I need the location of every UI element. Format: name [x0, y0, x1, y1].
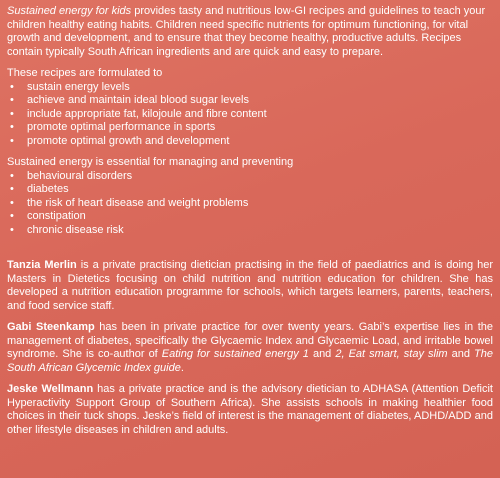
intro-paragraph: [7, 5, 493, 59]
list-item: • achieve and maintain ideal blood sugar levels: [10, 94, 249, 106]
bio-gabi-steenkamp: Gabi Steenkamp has been in private practice for over twenty years. Gabi’s expertise lies in the management of diabetes, specifically the Glycaemic Index and Glycaemic Load, and irritable bowel syndrome. She is co-author of Eating for sustained energy 1 and 2, Eat smart, stay slim and The South African Glycemic Index guide.: [7, 321, 493, 374]
bullet-icon: •: [10, 196, 14, 209]
recipes-lead: These recipes are formulated to: [7, 67, 163, 79]
intro-text: provides tasty and nutritious low-GI recipes and guidelines to teach your children healthy eating habits. Children need specific nutrients for optimum functioning, for vital growth and development, and to ensure that they become healthy, productive adults. Recipes contain typically South African ingredients and are quick and easy to prepare.: [7, 5, 486, 58]
author-bios: [7, 259, 493, 437]
bullet-icon: •: [10, 210, 14, 222]
book-title: 2, Eat smart, stay slim: [335, 348, 448, 360]
list-item: • chronic disease risk: [10, 223, 124, 236]
bullet-icon: •: [10, 169, 14, 182]
recipes-list: [7, 81, 493, 149]
bullet-icon: •: [10, 183, 14, 195]
author-name: Tanzia Merlin: [7, 259, 77, 271]
book-title: The South African Glycemic Index guide: [7, 348, 493, 374]
author-name: Gabi Steenkamp: [7, 321, 95, 333]
bullet-icon: •: [10, 107, 14, 120]
book-title: Eating for sustained energy 1: [161, 348, 309, 360]
bio-jeske-wellmann: Jeske Wellmann has a private practice and is the advisory dietician to ADHASA (Attention Deficit Hyperactivity Support Group of Southern Africa). She assists schools in making healthier food choices in their tuck shops. Jeske’s field of interest is the management of diabetes, ADHD/ADD and other lifestyle diseases in children and adults.: [7, 383, 493, 436]
list-item: • the risk of heart disease and weight problems: [10, 196, 249, 209]
book-title: Sustained energy for kids: [7, 5, 132, 17]
bullet-icon: •: [10, 134, 14, 147]
bullet-icon: •: [10, 121, 14, 133]
bullet-icon: •: [10, 223, 14, 236]
list-item: • promote optimal growth and development: [10, 134, 230, 147]
bullet-icon: •: [10, 80, 14, 93]
essential-lead: Sustained energy is essential for managing and preventing: [7, 156, 294, 168]
author-name: Jeske Wellmann: [7, 383, 94, 395]
list-item: • promote optimal performance in sports: [10, 121, 216, 133]
list-item: • include appropriate fat, kilojoule and fibre content: [10, 107, 267, 120]
list-item: • behavioural disorders: [10, 169, 133, 182]
list-item: • diabetes: [10, 183, 69, 195]
bullet-icon: •: [10, 94, 14, 106]
bio-tanzia-merlin: Tanzia Merlin is a private practising dietician practising in the field of paediatrics and is doing her Masters in Dietetics focusing on child nutrition and nutrition education for children. She has developed a nutrition education programme for schools, which targets learners, parents, teachers, and food service staff.: [7, 259, 493, 312]
essential-list: [7, 170, 493, 238]
list-item: • sustain energy levels: [10, 80, 130, 93]
list-item: • constipation: [10, 210, 86, 222]
back-cover-text: [7, 5, 493, 445]
